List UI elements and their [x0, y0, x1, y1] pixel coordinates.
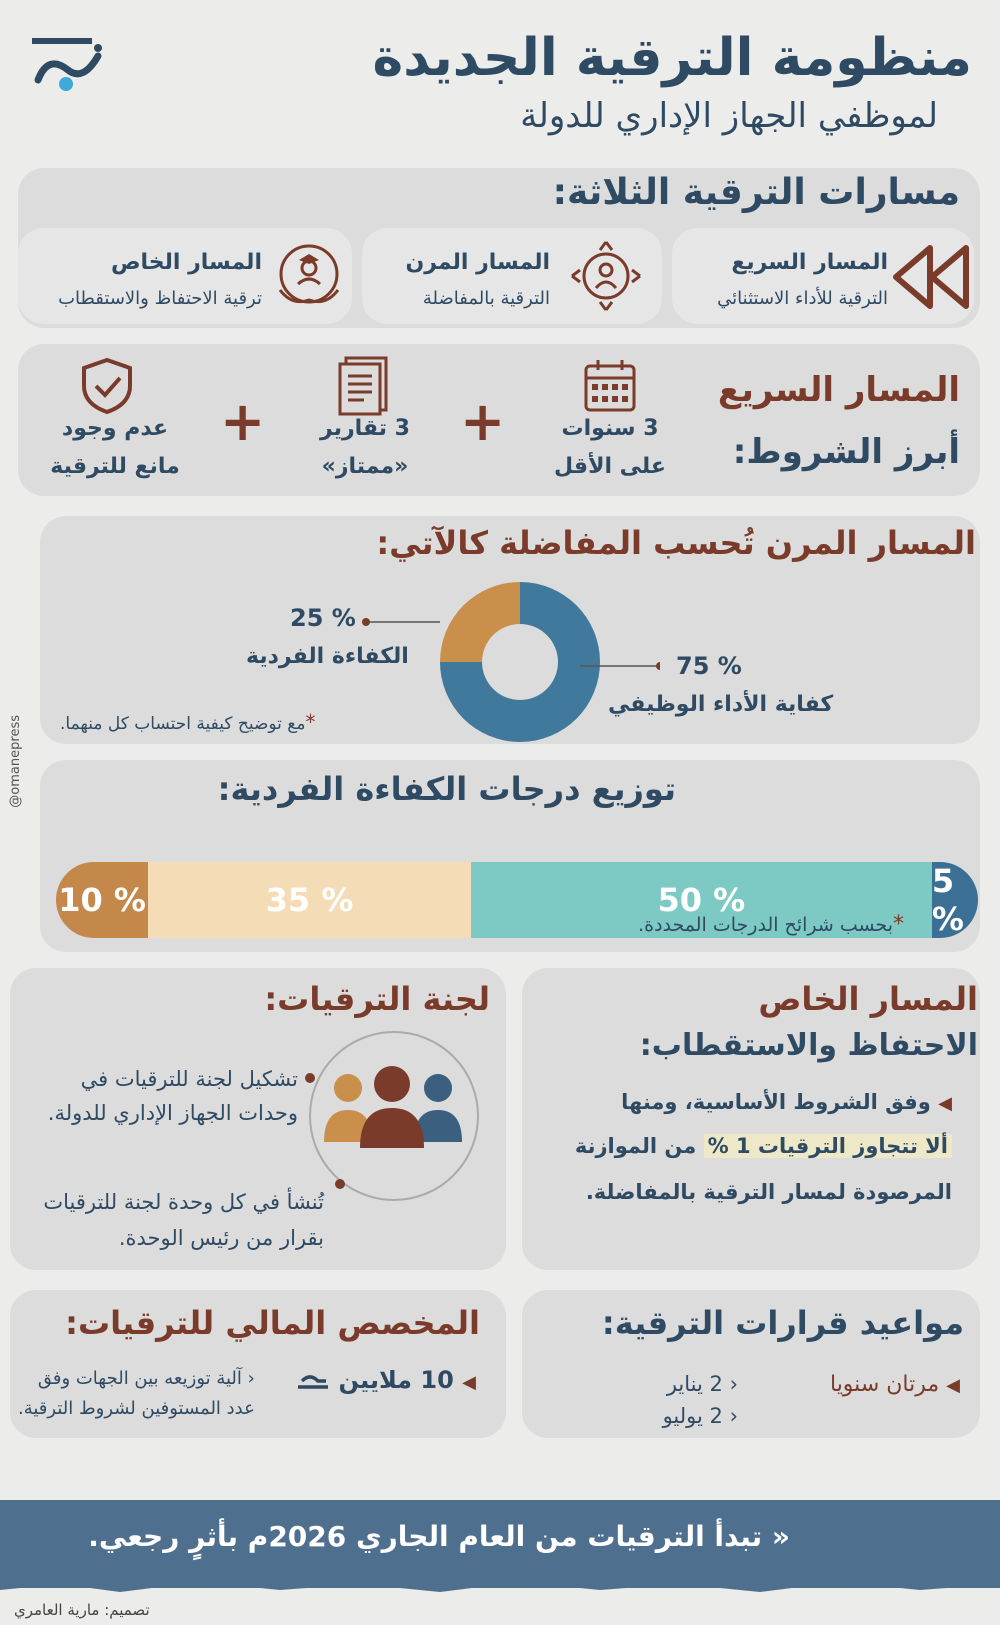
distribution-segment-3: 5 %: [932, 862, 978, 938]
flex-heading: المسار المرن تُحسب المفاضلة كالآتي:: [376, 524, 976, 562]
committee-item2-line2: بقرار من رئيس الوحدة.: [118, 1226, 324, 1250]
committee-item1-line2: وحدات الجهاز الإداري للدولة.: [47, 1101, 298, 1125]
distribution-segment-2: 50 %: [471, 862, 932, 938]
dates-freq: [830, 1372, 960, 1397]
distribution-segment-0: 10 %: [56, 862, 148, 938]
cond-reports: [300, 410, 430, 486]
track-special-sub: ترقية الاحتفاظ والاستقطاب: [58, 288, 262, 309]
bullet-icon: ◀: [946, 1375, 960, 1396]
special-heading-2: الاحتفاظ والاستقطاب:: [639, 1028, 978, 1063]
flex-note: [60, 710, 315, 734]
social-handle: @omanepress: [8, 715, 23, 808]
page-subtitle: لموظفي الجهاز الإداري للدولة: [520, 96, 938, 136]
committee-item1: [48, 1062, 298, 1130]
fast-conditions-heading-1: المسار السريع: [717, 370, 960, 410]
committee-item1-line1: تشكيل لجنة للترقيات في: [80, 1067, 298, 1091]
distribution-note: [638, 912, 904, 937]
oman-logo: [28, 34, 118, 104]
hands-graduate-icon: [272, 240, 346, 318]
cond-no-barrier-line1: عدم وجود: [61, 416, 169, 441]
track-special-title: المسار الخاص: [110, 250, 262, 275]
budget-note: [18, 1364, 255, 1424]
budget-amount: [296, 1366, 476, 1394]
budget-note-line2: عدد المستوفين لشروط الترقية.: [18, 1398, 255, 1419]
flex-note-text: مع توضيح كيفية احتساب كل منهما.: [60, 714, 306, 734]
special-line3: المرصودة لمسار الترقية بالمفاضلة.: [585, 1180, 952, 1204]
page-title: منظومة الترقية الجديدة: [372, 28, 972, 88]
fast-forward-icon: [890, 244, 972, 314]
special-heading-1: المسار الخاص: [758, 980, 978, 1018]
distribution-note-text: بحسب شرائح الدرجات المحددة.: [638, 914, 893, 936]
committee-item2: [43, 1184, 324, 1256]
rial-icon: [296, 1366, 330, 1394]
distribution-note-mark: *: [893, 912, 904, 937]
footer-text-content: تبدأ الترقيات من العام الجاري 2026م بأثرٍ رجعي.: [88, 1520, 763, 1553]
designer-credit: تصميم: مارية العامري: [14, 1601, 150, 1619]
dates-d2-text: 2 يوليو: [662, 1404, 723, 1428]
special-highlight: ألا تتجاوز الترقيات 1 %: [704, 1134, 952, 1158]
distribution-heading: توزيع درجات الكفاءة الفردية:: [217, 770, 676, 808]
dates-freq-text: مرتان سنويا: [829, 1372, 940, 1397]
fast-conditions-heading-2: أبرز الشروط:: [732, 432, 960, 472]
cond-years: [550, 410, 670, 486]
cond-reports-line2: «ممتاز»: [321, 454, 409, 479]
plus-sign: +: [460, 390, 506, 453]
budget-note-line1: [18, 1364, 255, 1394]
double-chevron-icon: «: [771, 1520, 790, 1553]
tracks-heading: مسارات الترقية الثلاثة:: [552, 172, 960, 213]
torn-edge: [0, 1578, 1000, 1598]
special-line1: [621, 1090, 952, 1114]
dates-d1: [667, 1372, 738, 1396]
track-flexible-title: المسار المرن: [405, 250, 550, 275]
budget-amount-text: 10 ملايين: [338, 1366, 454, 1394]
plus-sign-2: +: [220, 390, 266, 453]
track-flexible-sub: الترقية بالمفاضلة: [422, 288, 550, 309]
flex-note-mark: *: [305, 710, 316, 734]
cond-no-barrier-line2: مانع للترقية: [50, 454, 180, 479]
budget-note-line1-text: آلية توزيعه بين الجهات وفق: [37, 1368, 242, 1389]
distribution-segment-1: 35 %: [148, 862, 471, 938]
track-fast-sub: الترقية للأداء الاستثنائي: [717, 288, 888, 309]
slice-performance-pct: 75 %: [676, 652, 742, 680]
chevron-icon: ‹: [729, 1404, 738, 1428]
committee-people-icon: [296, 1030, 486, 1204]
special-line1-text: وفق الشروط الأساسية، ومنها: [621, 1090, 931, 1114]
dates-d1-text: 2 يناير: [666, 1372, 723, 1396]
chevron-icon: ‹: [729, 1372, 738, 1396]
slice-individual-label: الكفاءة الفردية: [246, 644, 409, 669]
cond-reports-line1: 3 تقارير: [320, 416, 410, 441]
cond-years-line1: 3 سنوات: [561, 416, 659, 441]
dates-heading: مواعيد قرارات الترقية:: [601, 1304, 964, 1342]
flexible-person-icon: [570, 240, 642, 316]
special-line2-rest: من الموازنة: [574, 1134, 697, 1158]
chevron-icon: ‹: [247, 1368, 255, 1389]
slice-performance-label: كفاية الأداء الوظيفي: [608, 692, 834, 717]
budget-heading: المخصص المالي للترقيات:: [65, 1304, 480, 1342]
committee-heading: لجنة الترقيات:: [264, 980, 490, 1018]
cond-no-barrier: [40, 410, 190, 486]
dates-d2: [663, 1404, 738, 1428]
cond-years-line2: على الأقل: [554, 454, 666, 479]
slice-individual-pct: 25 %: [290, 604, 356, 632]
footer-text: [88, 1520, 790, 1553]
special-line2: [575, 1134, 952, 1158]
bullet-icon: ◀: [462, 1372, 476, 1393]
bullet-icon: ◀: [938, 1093, 952, 1114]
committee-item2-line1: تُنشأ في كل وحدة لجنة للترقيات: [43, 1190, 324, 1214]
track-fast-title: المسار السريع: [731, 250, 888, 275]
